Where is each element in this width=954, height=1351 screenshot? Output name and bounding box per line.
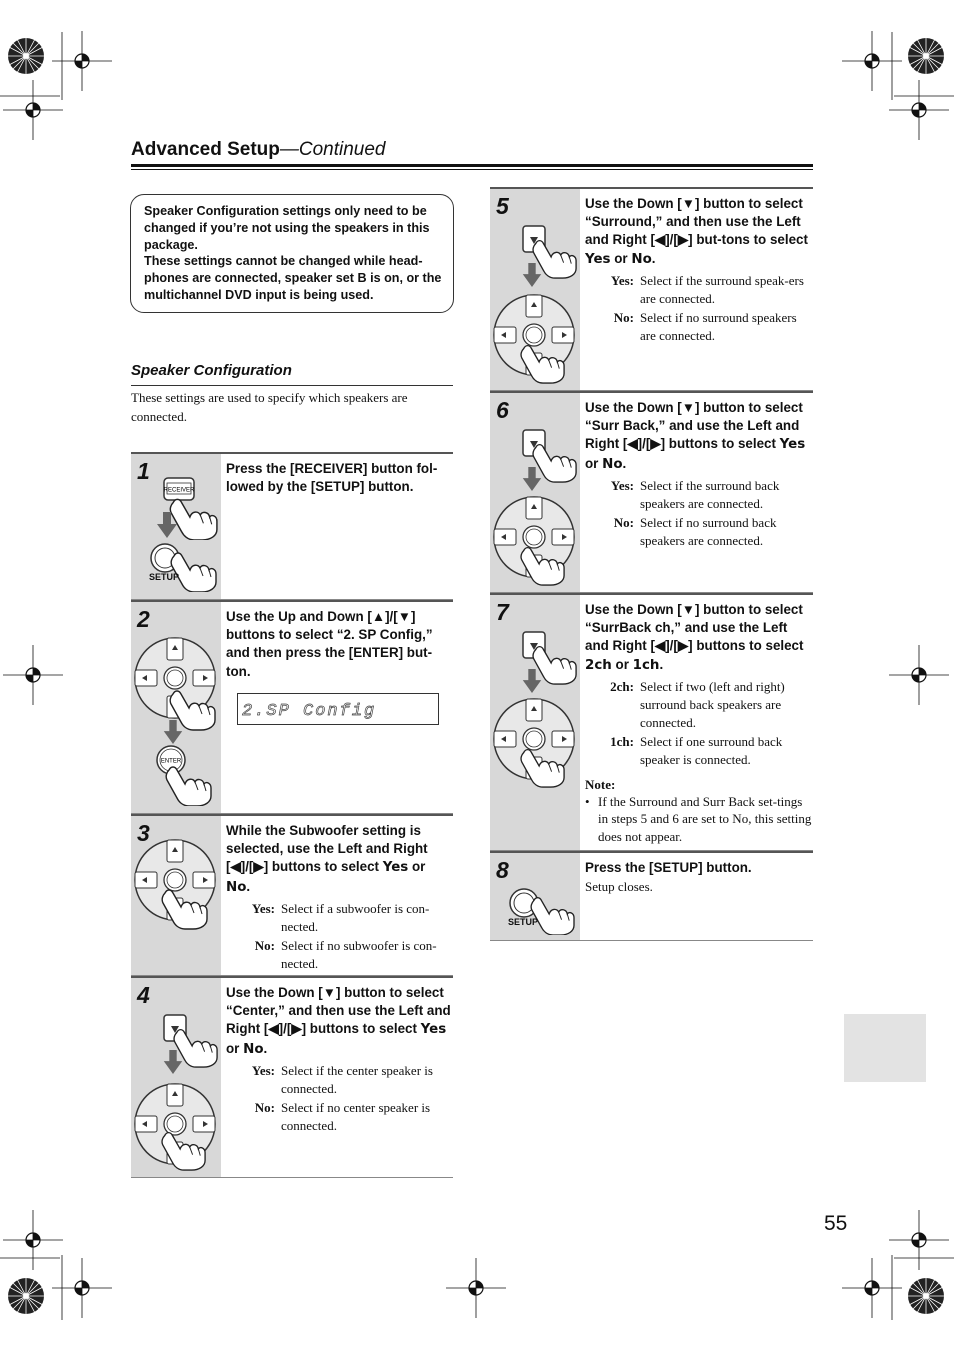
down-arrow-icon	[163, 1050, 183, 1074]
step-5	[490, 187, 813, 391]
option-yes: Yes: Select if a subwoofer is con-nected.	[251, 900, 430, 934]
header-rule	[131, 164, 813, 167]
option-no: No: Select if no center speaker is connected.	[254, 1099, 431, 1133]
registration-mark	[889, 80, 949, 140]
hand-icon	[159, 1124, 207, 1172]
step-number: 3	[137, 820, 150, 846]
section-title: Speaker Configuration	[131, 362, 292, 379]
step-3	[131, 814, 453, 976]
header-title: Advanced Setup	[131, 139, 280, 160]
step-number: 4	[137, 982, 150, 1008]
lcd-display: 2.SP Config	[237, 693, 439, 725]
step-instruction: Use the Down [▼] button to select “Center,” and then use the Left and Right [◀]/[▶] buttons to select Yes or No.	[226, 985, 451, 1057]
option-2ch: 2ch: Select if two (left and right) surround back speakers are connected.	[610, 678, 785, 730]
step-number: 1	[137, 458, 150, 484]
option-no: No: Select if no surround back speakers are connected.	[613, 514, 777, 548]
step-number: 5	[496, 193, 509, 219]
step-1	[131, 452, 453, 600]
step-6	[490, 391, 813, 593]
option-no: No: Select if no surround speakers are connected.	[613, 309, 797, 343]
hand-icon	[518, 741, 566, 789]
step-7	[490, 593, 813, 851]
step-instruction: Use the Down [▼] button to select “Surround,” and then use the Left and Right [◀]/[▶] but-tons to select Yes or No.	[585, 196, 808, 267]
page-number: 55	[824, 1212, 848, 1235]
registration-mark	[842, 1258, 902, 1318]
hand-icon	[518, 337, 566, 385]
hand-icon	[167, 546, 219, 592]
page-header	[131, 139, 386, 161]
step-2	[131, 600, 453, 814]
registration-mark	[3, 80, 63, 140]
step-instruction: Press the [SETUP] button.	[585, 860, 752, 875]
step-instruction: Press the [RECEIVER] button fol-lowed by the [SETUP] button.	[226, 461, 438, 495]
section-intro: These settings are used to specify which speakers are connected.	[131, 390, 408, 424]
setup-label: SETUP	[508, 917, 539, 927]
note-text-1: Speaker Configuration settings only need to be changed if you’re not using the speakers in this package.	[144, 204, 430, 252]
burst-mark-bl	[6, 1276, 46, 1316]
down-arrow-icon	[522, 669, 542, 693]
section-tab	[844, 1014, 926, 1082]
header-continued: —Continued	[279, 139, 386, 160]
registration-mark	[3, 645, 63, 705]
step-instruction: Use the Down [▼] button to select “SurrBack ch,” and use the Left and Right [◀]/[▶] buttons to select 2ch or 1ch.	[585, 602, 804, 673]
step-8	[490, 851, 813, 941]
burst-mark-br	[906, 1276, 946, 1316]
hand-icon	[518, 539, 566, 587]
registration-mark	[446, 1258, 506, 1318]
option-1ch: 1ch: Select if one surround back speaker is connected.	[610, 733, 783, 767]
down-arrow-icon	[163, 720, 183, 744]
note-label: Note:	[585, 776, 616, 792]
burst-mark-tl	[6, 36, 46, 76]
registration-mark	[889, 645, 949, 705]
step-number: 2	[137, 606, 150, 632]
enter-label: ENTER	[160, 758, 182, 765]
step-instruction: Use the Down [▼] button to select “Surr Back,” and use the Left and Right [◀]/[▶] buttons to select Yes or No.	[585, 400, 806, 472]
important-note-box	[130, 194, 454, 313]
option-yes: Yes: Select if the surround speak-ers are connected.	[610, 272, 804, 306]
setup-label: SETUP	[149, 572, 180, 582]
step-result: Setup closes.	[585, 879, 653, 895]
hand-icon	[160, 758, 213, 806]
option-yes: Yes: Select if the surround back speakers are connected.	[610, 477, 780, 511]
step-instruction: While the Subwoofer setting is selected, use the Left and Right [◀]/[▶] buttons to select Yes or No.	[226, 823, 428, 895]
hand-icon	[159, 880, 209, 932]
hand-icon	[526, 891, 578, 935]
burst-mark-tr	[906, 36, 946, 76]
option-no: No: Select if no subwoofer is con-nected.	[254, 937, 437, 971]
down-arrow-icon	[157, 512, 177, 538]
step-instruction: Use the Up and Down [▲]/[▼] buttons to select “2. SP Config,” and then press the [ENTER] but-ton.	[226, 609, 433, 679]
section-rule	[131, 385, 453, 386]
step-number: 8	[496, 857, 509, 883]
down-arrow-icon	[522, 467, 542, 491]
option-yes: Yes: Select if the center speaker is connected.	[251, 1062, 433, 1096]
down-arrow-icon	[522, 263, 542, 287]
header-rule-thin	[131, 169, 813, 170]
step-number: 6	[496, 397, 509, 423]
registration-mark	[52, 1258, 112, 1318]
step-4	[131, 976, 453, 1178]
receiver-label: RECEIVER	[163, 487, 195, 494]
note-item: • If the Surround and Surr Back set-tings in steps 5 and 6 are set to No, this setting does not appear.	[585, 793, 812, 844]
step-number: 7	[496, 599, 509, 625]
note-text-2: These settings cannot be changed while head-phones are connected, speaker set B is on, or the multichannel DVD input is being used.	[144, 254, 442, 302]
